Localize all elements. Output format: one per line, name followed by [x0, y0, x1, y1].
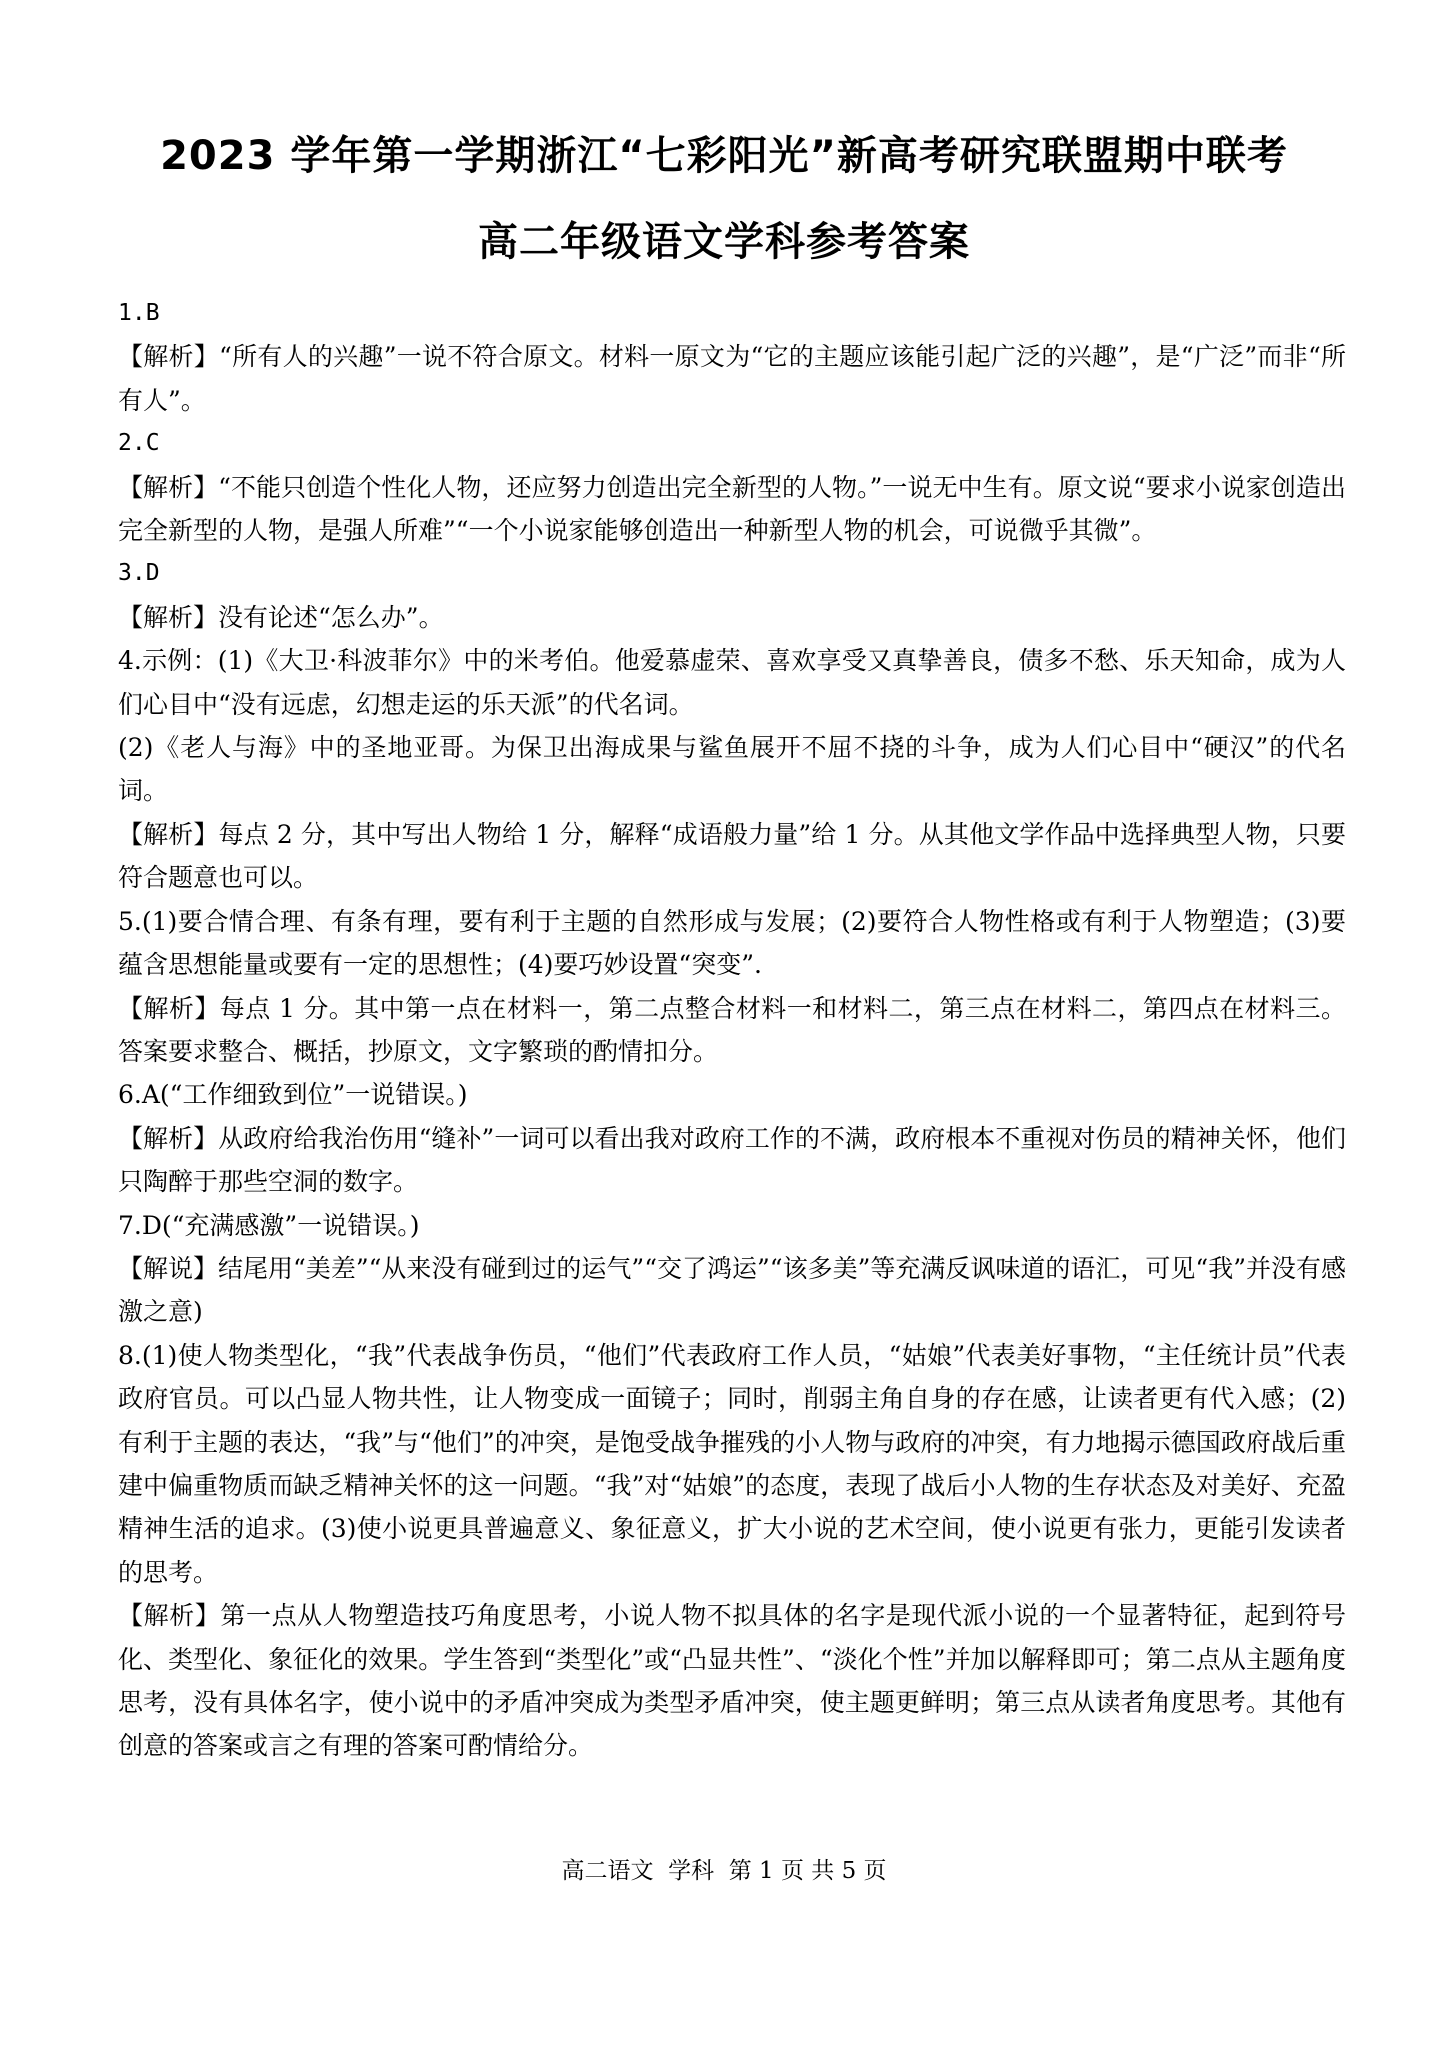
analysis-6: 【解析】从政府给我治伤用“缝补”一词可以看出我对政府工作的不满，政府根本不重视对伤员的精神关怀，他们只陶醉于那些空洞的数字。	[118, 1123, 1346, 1197]
answer-6: 6.A(“工作细致到位”一说错误。)	[118, 1080, 468, 1110]
document-subtitle: 高二年级语文学科参考答案	[478, 219, 970, 265]
analysis-3: 【解析】没有论述“怎么办”。	[118, 602, 444, 632]
document-title: 2023 学年第一学期浙江“七彩阳光”新高考研究联盟期中联考	[160, 133, 1288, 179]
answer-2: 2.C	[118, 430, 160, 457]
analysis-7: 【解说】结尾用“美差”“从来没有碰到过的运气”“交了鸿运”“该多美”等充满反讽味道的语汇，可见“我”并没有感激之意)	[118, 1253, 1346, 1327]
page-footer: 高二语文 学科 第 1 页 共 5 页	[561, 1858, 887, 1884]
analysis-5: 【解析】每点 1 分。其中第一点在材料一，第二点整合材料一和材料二，第三点在材料二，第四点在材料三。答案要求整合、概括，抄原文，文字繁琐的酌情扣分。	[118, 993, 1346, 1066]
answer-content	[118, 292, 1346, 1768]
answer-3: 3.D	[118, 560, 160, 587]
answer-1: 1.B	[118, 300, 160, 326]
answer-7: 7.D(“充满感激”一说错误。)	[118, 1210, 420, 1240]
answer-4-example-2: (2)《老人与海》中的圣地亚哥。为保卫出海成果与鲨鱼展开不屈不挠的斗争，成为人们心目中“硬汉”的代名词。	[118, 733, 1346, 806]
answer-4-example-1: 4.示例：(1)《大卫·科波菲尔》中的米考伯。他爱慕虚荣、喜欢享受又真挚善良，债多不愁、乐天知命，成为人们心目中“没有远虑，幻想走运的乐天派”的代名词。	[118, 646, 1346, 719]
answer-5: 5.(1)要合情合理、有条有理，要有利于主题的自然形成与发展；(2)要符合人物性格或有利于人物塑造；(3)要蕴含思想能量或要有一定的思想性；(4)要巧妙设置“突变”.	[118, 906, 1346, 980]
answer-8: 8.(1)使人物类型化，“我”代表战争伤员，“他们”代表政府工作人员，“姑娘”代表美好事物，“主任统计员”代表政府官员。可以凸显人物共性，让人物变成一面镜子；同时，削弱主角自身的存在感，让读者更有代入感；(2)有利于主题的表达，“我”与“他们”的冲突，是饱受战争摧残的小人物与政府的冲突，有力地揭示德国政府战后重建中偏重物质而缺乏精神关怀的这一问题。“我”对“姑娘”的态度，表现了战后小人物的生存状态及对美好、充盈精神生活的追求。(3)使小说更具普遍意义、象征意义，扩大小说的艺术空间，使小说更有张力，更能引发读者的思考。	[118, 1340, 1346, 1587]
analysis-8: 【解析】第一点从人物塑造技巧角度思考，小说人物不拟具体的名字是现代派小说的一个显著特征，起到符号化、类型化、象征化的效果。学生答到“类型化”或“凸显共性”、“淡化个性”并加以解释即可；第二点从主题角度思考，没有具体名字，使小说中的矛盾冲突成为类型矛盾冲突，使主题更鲜明；第三点从读者角度思考。其他有创意的答案或言之有理的答案可酌情给分。	[118, 1601, 1346, 1761]
analysis-4: 【解析】每点 2 分，其中写出人物给 1 分，解释“成语般力量”给 1 分。从其他文学作品中选择典型人物，只要符合题意也可以。	[118, 819, 1346, 893]
analysis-1: 【解析】“所有人的兴趣”一说不符合原文。材料一原文为“它的主题应该能引起广泛的兴趣”，是“广泛”而非“所有人”。	[118, 342, 1346, 415]
analysis-2: 【解析】“不能只创造个性化人物，还应努力创造出完全新型的人物。”一说无中生有。原文说“要求小说家创造出完全新型的人物，是强人所难”“一个小说家能够创造出一种新型人物的机会，可说微乎其微”。	[118, 472, 1346, 546]
